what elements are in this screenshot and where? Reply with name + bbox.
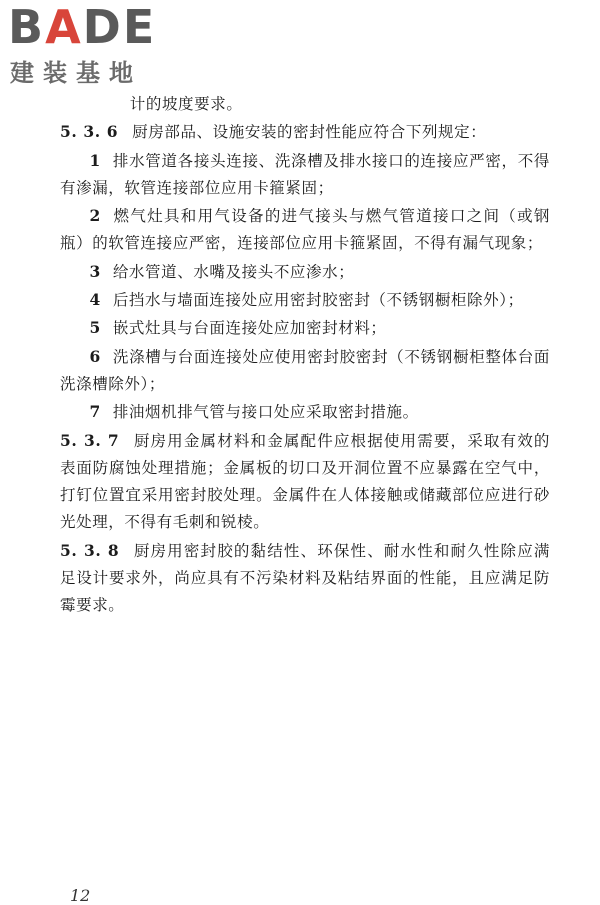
list-item: 3 给水管道、水嘴及接头不应渗水； xyxy=(89,261,355,281)
document-body xyxy=(60,91,550,620)
clause-number: 5. 3. 6 xyxy=(60,122,119,142)
clause-number: 5. 3. 7 xyxy=(60,430,120,450)
list-item: 5 嵌式灶具与台面连接处应加密封材料； xyxy=(89,318,387,338)
list-item: 1 排水管道各接头连接、洗涤槽及排水接口的连接应严密，不得有渗漏，软管连接部位应用卡箍紧固； xyxy=(60,150,550,197)
clause-5-3-6 xyxy=(60,118,550,146)
logo-subtitle: 建装基地 xyxy=(10,59,142,87)
clause-text: 厨房用金属材料和金属配件应根据使用需要，采取有效的表面防腐蚀处理措施；金属板的切口及开洞位置不应暴露在空气中，打钉位置宜采用密封胶处理。金属件在人体接触或储藏部位应进行砂光处理，不得有毛刺和锐棱。 xyxy=(60,431,550,532)
page-number: 12 xyxy=(70,886,91,905)
continuation-text: 计的坡度要求。 xyxy=(129,95,243,113)
clause-5-3-7 xyxy=(60,427,550,537)
brand-logo xyxy=(8,2,178,94)
logo-wordmark: BADE xyxy=(8,0,157,54)
clause-5-3-8 xyxy=(60,537,550,620)
clause-number: 5. 3. 8 xyxy=(60,540,120,560)
list-item: 6 洗涤槽与台面连接处应使用密封胶密封（不锈钢橱柜整体台面洗涤槽除外）； xyxy=(60,346,550,393)
list-item: 7 排油烟机排气管与接口处应采取密封措施。 xyxy=(89,402,419,422)
list-item: 2 燃气灶具和用气设备的进气接头与燃气管道接口之间（或钢瓶）的软管连接应严密，连接部位应用卡箍紧固，不得有漏气现象； xyxy=(60,206,550,253)
list-item: 4 后挡水与墙面连接处应用密封胶密封（不锈钢橱柜除外）； xyxy=(89,290,524,310)
clause-text: 厨房部品、设施安装的密封性能应符合下列规定： xyxy=(132,123,487,142)
clause-text: 厨房用密封胶的黏结性、环保性、耐水性和耐久性除应满足设计要求外，尚应具有不污染材料及粘结界面的性能，且应满足防霉要求。 xyxy=(60,541,550,615)
